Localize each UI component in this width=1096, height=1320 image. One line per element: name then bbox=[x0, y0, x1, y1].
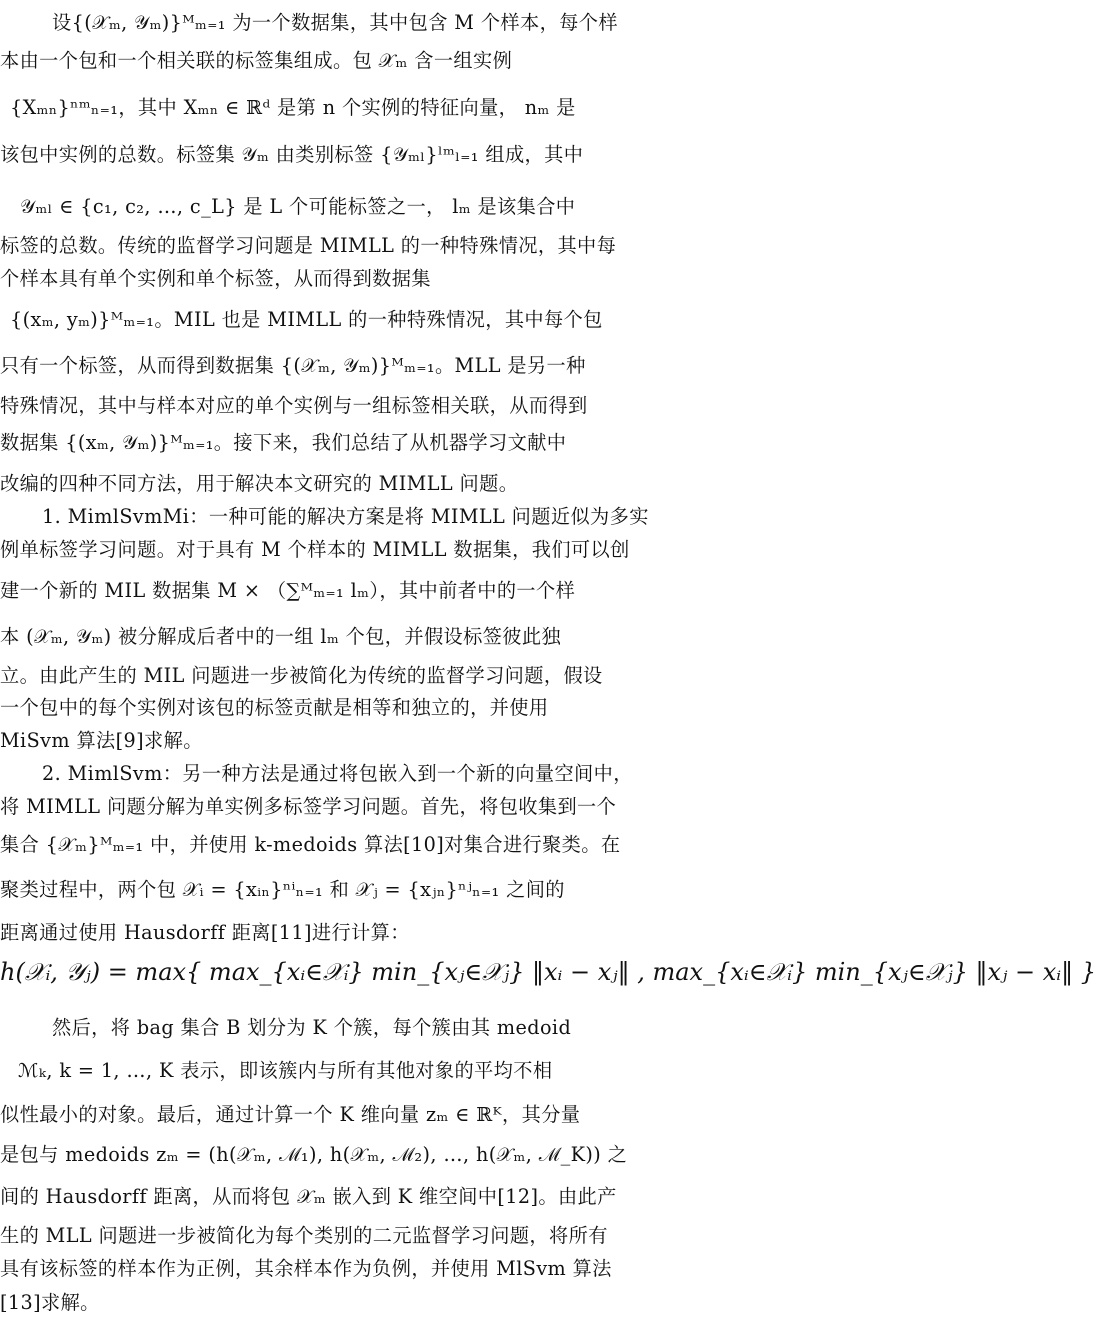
text-line: 𝒴ₘₗ ∈ {c₁, c₂, …, c_L} 是 L 个可能标签之一， lₘ 是该集合中 bbox=[20, 195, 576, 218]
text-line: 数据集 {(xₘ, 𝒴ₘ)}ᴹₘ₌₁。接下来，我们总结了从机器学习文献中 bbox=[0, 431, 567, 454]
text-line: 2. MimlSvm：另一种方法是通过将包嵌入到一个新的向量空间中， bbox=[42, 762, 633, 785]
text-line: 标签的总数。传统的监督学习问题是 MIMLL 的一种特殊情况，其中每 bbox=[0, 234, 617, 257]
text-line: 是包与 medoids zₘ = (h(𝒳ₘ, ℳ₁), h(𝒳ₘ, ℳ₂), …, h(𝒳ₘ, ℳ_K)) 之 bbox=[0, 1143, 628, 1166]
text-line: {(xₘ, yₘ)}ᴹₘ₌₁。MIL 也是 MIMLL 的一种特殊情况，其中每个包 bbox=[10, 308, 603, 331]
text-line: 立。由此产生的 MIL 问题进一步被简化为传统的监督学习问题，假设 bbox=[0, 664, 603, 687]
text-line: 特殊情况，其中与样本对应的单个实例与一组标签相关联，从而得到 bbox=[0, 394, 588, 417]
text-line: 生的 MLL 问题进一步被简化为每个类别的二元监督学习问题，将所有 bbox=[0, 1224, 608, 1247]
text-line: ℳₖ, k = 1, …, K 表示，即该簇内与所有其他对象的平均不相 bbox=[18, 1059, 553, 1082]
text-line: 具有该标签的样本作为正例，其余样本作为负例，并使用 MlSvm 算法 bbox=[0, 1257, 612, 1280]
text-line: 一个包中的每个实例对该包的标签贡献是相等和独立的，并使用 bbox=[0, 696, 549, 719]
text-line: 然后，将 bag 集合 B 划分为 K 个簇，每个簇由其 medoid bbox=[52, 1016, 572, 1039]
text-line: 建一个新的 MIL 数据集 M × （∑ᴹₘ₌₁ lₘ），其中前者中的一个样 bbox=[0, 579, 576, 602]
text-line: {Xₘₙ}ⁿᵐₙ₌₁，其中 Xₘₙ ∈ ℝᵈ 是第 n 个实例的特征向量， nₘ 是 bbox=[10, 96, 576, 119]
text-line: 设{(𝒳ₘ, 𝒴ₘ)}ᴹₘ₌₁ 为一个数据集，其中包含 M 个样本，每个样 bbox=[52, 11, 618, 34]
text-line: MiSvm 算法[9]求解。 bbox=[0, 729, 203, 752]
text-line: 只有一个标签，从而得到数据集 {(𝒳ₘ, 𝒴ₘ)}ᴹₘ₌₁。MLL 是另一种 bbox=[0, 354, 586, 377]
text-line: 将 MIMLL 问题分解为单实例多标签学习问题。首先，将包收集到一个 bbox=[0, 795, 617, 818]
text-line: 本由一个包和一个相关联的标签集组成。包 𝒳ₘ 含一组实例 bbox=[0, 49, 513, 72]
hausdorff-equation: h(𝒳ᵢ, 𝒴ⱼ) = max{ max_{xᵢ∈𝒳ᵢ} min_{xⱼ∈𝒳ⱼ} ‖xᵢ − xⱼ‖ , max_{xᵢ∈𝒳ᵢ} min_{xⱼ∈𝒳ⱼ} ‖xⱼ − xᵢ‖ } bbox=[0, 958, 1096, 986]
text-line: 本 (𝒳ₘ, 𝒴ₘ) 被分解成后者中的一组 lₘ 个包，并假设标签彼此独 bbox=[0, 625, 562, 648]
text-line: [13]求解。 bbox=[0, 1291, 100, 1314]
text-line: 间的 Hausdorff 距离，从而将包 𝒳ₘ 嵌入到 K 维空间中[12]。由此产 bbox=[0, 1185, 617, 1208]
text-line: 例单标签学习问题。对于具有 M 个样本的 MIMLL 数据集，我们可以创 bbox=[0, 538, 630, 561]
text-line: 个样本具有单个实例和单个标签，从而得到数据集 bbox=[0, 267, 431, 290]
text-line: 似性最小的对象。最后，通过计算一个 K 维向量 zₘ ∈ ℝᴷ，其分量 bbox=[0, 1103, 581, 1126]
text-line: 1. MimlSvmMi：一种可能的解决方案是将 MIMLL 问题近似为多实 bbox=[42, 505, 649, 528]
text-line: 集合 {𝒳ₘ}ᴹₘ₌₁ 中，并使用 k-medoids 算法[10]对集合进行聚类。在 bbox=[0, 833, 621, 856]
text-line: 聚类过程中，两个包 𝒳ᵢ = {xᵢₙ}ⁿⁱₙ₌₁ 和 𝒳ⱼ = {xⱼₙ}ⁿʲₙ₌₁ 之间的 bbox=[0, 878, 565, 901]
text-line: 该包中实例的总数。标签集 𝒴ₘ 由类别标签 {𝒴ₘₗ}ˡᵐₗ₌₁ 组成，其中 bbox=[0, 143, 584, 166]
text-line: 距离通过使用 Hausdorff 距离[11]进行计算： bbox=[0, 921, 410, 944]
text-line: 改编的四种不同方法，用于解决本文研究的 MIMLL 问题。 bbox=[0, 472, 519, 495]
